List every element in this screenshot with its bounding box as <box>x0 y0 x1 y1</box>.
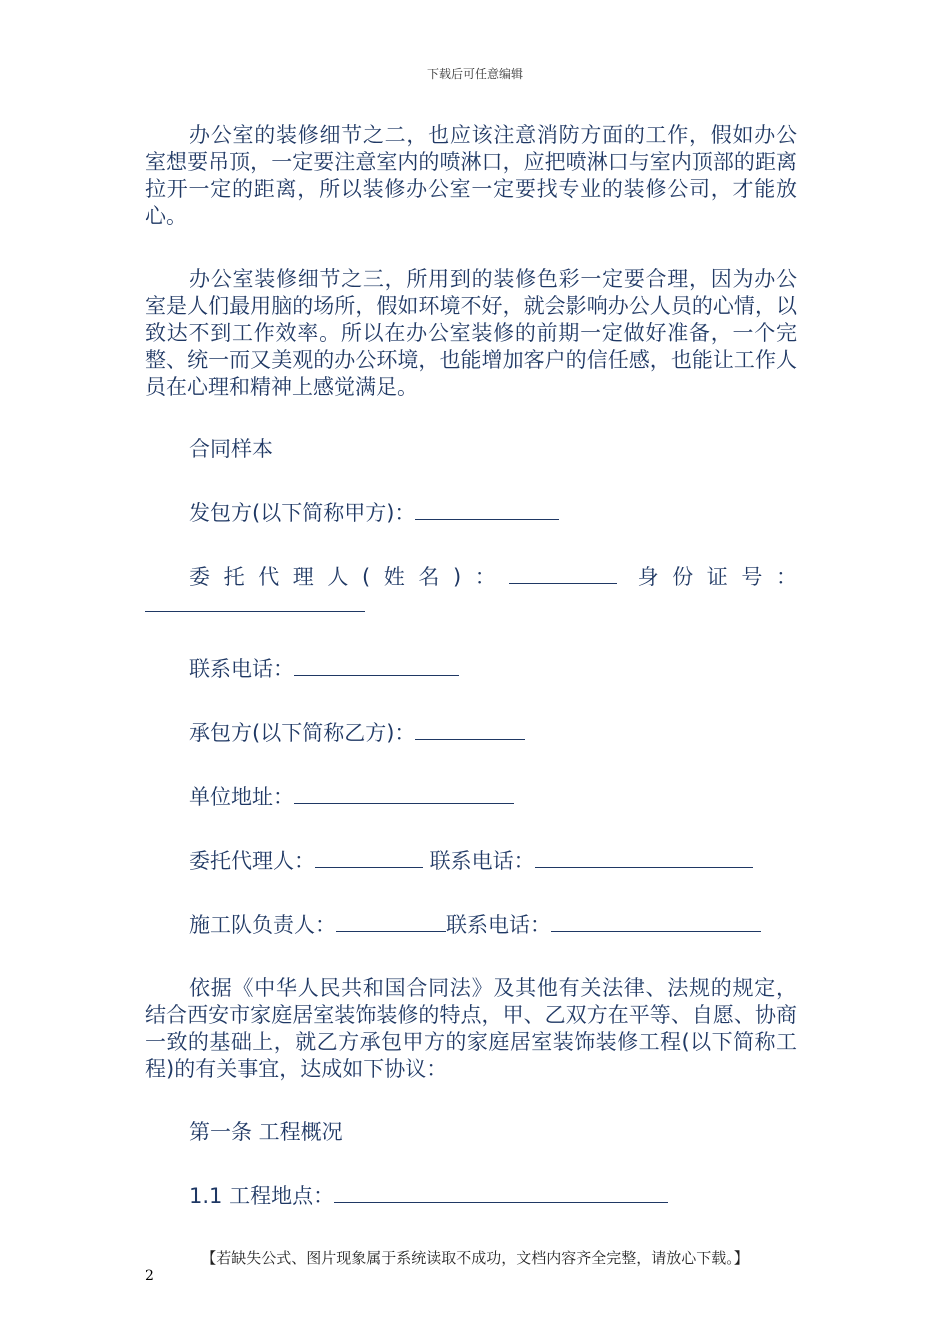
paragraph-basis: 依据《中华人民共和国合同法》及其他有关法律、法规的规定，结合西安市家庭居室装饰装修的特点，甲、乙双方在平等、自愿、协商一致的基础上，就乙方承包甲方的家庭居室装饰装修工程(以下简称工程)的有关事宜，达成如下协议： <box>145 976 797 1081</box>
id-number-label: 身份证号： <box>617 565 797 589</box>
site-blank <box>334 1182 668 1203</box>
phone-line <box>145 655 797 683</box>
agent-line <box>145 847 797 875</box>
team-leader-label: 施工队负责人： <box>189 913 336 937</box>
contract-title: 合同样本 <box>189 437 273 461</box>
team-leader-line <box>145 911 797 939</box>
party-b-label: 承包方(以下简称乙方)： <box>189 721 416 745</box>
site-line <box>145 1182 797 1210</box>
document-body <box>145 122 797 1210</box>
page-number: 2 <box>145 1268 154 1284</box>
site-label: 1.1 工程地点： <box>189 1184 335 1208</box>
page-header: 下载后可任意编辑 <box>426 67 523 81</box>
agent-label: 委托代理人： <box>189 849 315 873</box>
agent-name-label: 委托代理人(姓名)： <box>189 565 510 589</box>
team-phone-blank <box>551 911 761 932</box>
party-a-line <box>145 499 797 527</box>
article-1-heading: 第一条 工程概况 <box>189 1120 343 1144</box>
id-number-blank <box>145 591 365 612</box>
phone-label: 联系电话： <box>189 657 294 681</box>
agent-phone-label: 联系电话： <box>423 849 535 873</box>
phone-blank <box>294 655 459 676</box>
party-a-blank <box>415 499 559 520</box>
team-leader-blank <box>336 911 446 932</box>
paragraph-fire-safety: 办公室的装修细节之二，也应该注意消防方面的工作，假如办公室想要吊顶，一定要注意室内的喷淋口，应把喷淋口与室内顶部的距离拉开一定的距离，所以装修办公室一定要找专业的装修公司，才能放心。 <box>145 123 797 228</box>
agent-name-blank <box>509 563 617 584</box>
address-line <box>145 783 797 811</box>
agent-name-line <box>145 563 797 619</box>
party-a-label: 发包方(以下简称甲方)： <box>189 501 416 525</box>
party-b-blank <box>415 719 525 740</box>
agent-blank <box>315 847 423 868</box>
team-phone-label: 联系电话： <box>446 913 551 937</box>
party-b-line <box>145 719 797 747</box>
paragraph-color: 办公室装修细节之三，所用到的装修色彩一定要合理，因为办公室是人们最用脑的场所，假如环境不好，就会影响办公人员的心情，以致达不到工作效率。所以在办公室装修的前期一定做好准备，一个完整、统一而又美观的办公环境，也能增加客户的信任感，也能让工作人员在心理和精神上感觉满足。 <box>145 267 797 399</box>
footer-note: 【若缺失公式、图片现象属于系统读取不成功，文档内容齐全完整，请放心下载。】 <box>201 1249 749 1267</box>
agent-phone-blank <box>535 847 753 868</box>
address-blank <box>294 783 514 804</box>
address-label: 单位地址： <box>189 785 294 809</box>
